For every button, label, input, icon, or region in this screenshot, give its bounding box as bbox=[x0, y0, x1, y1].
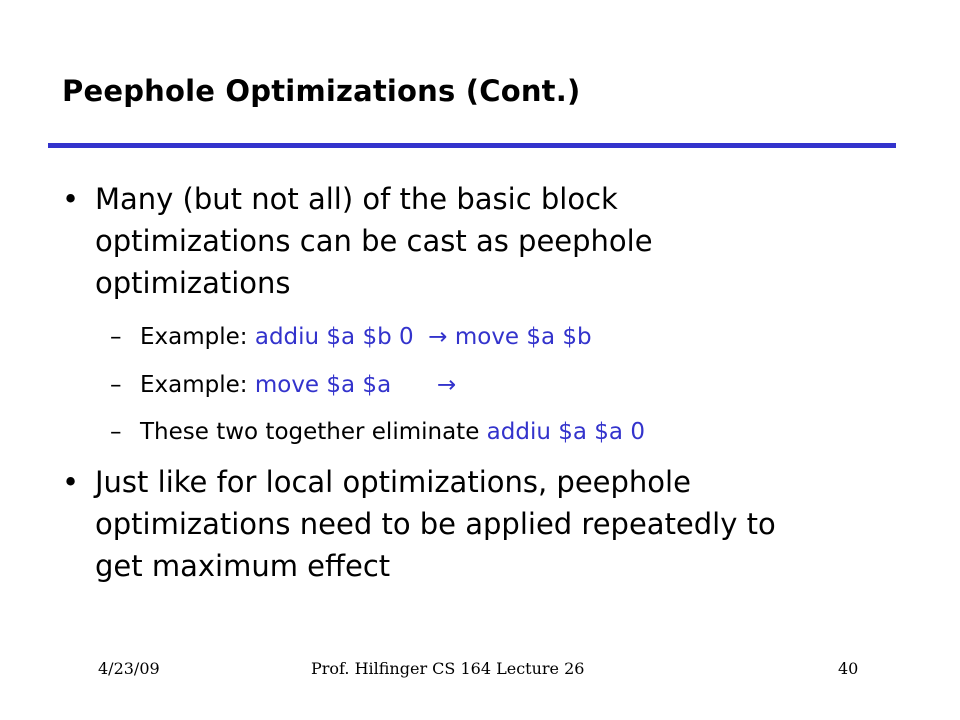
sub-bullet-text bbox=[140, 371, 391, 399]
right-arrow-icon: → bbox=[437, 372, 457, 398]
slide-title: Peephole Optimizations (Cont.) bbox=[62, 74, 581, 108]
code-snippet: addiu $a $a 0 bbox=[486, 419, 645, 445]
bullet-marker: • bbox=[62, 182, 80, 216]
bullet-line: Many (but not all) of the basic block bbox=[95, 182, 618, 216]
dash-marker: – bbox=[110, 324, 122, 350]
sub-bullet-label: Example: bbox=[140, 372, 255, 398]
sub-bullet-text bbox=[140, 418, 645, 446]
bullet-line: optimizations need to be applied repeatedly to bbox=[95, 507, 776, 541]
bullet-text bbox=[95, 178, 902, 304]
dash-marker: – bbox=[110, 419, 122, 445]
dash-marker: – bbox=[110, 372, 122, 398]
sub-bullet-label: These two together eliminate bbox=[140, 419, 487, 445]
bullet-item bbox=[62, 461, 902, 587]
bullet-item bbox=[62, 178, 902, 304]
code-snippet: move $a $a bbox=[254, 372, 392, 398]
bullet-text bbox=[95, 461, 902, 587]
bullet-line: get maximum effect bbox=[95, 549, 391, 583]
page-number: 40 bbox=[838, 659, 859, 678]
code-snippet: addiu $a $b 0 → move $a $b bbox=[254, 324, 592, 350]
footer-course: Prof. Hilfinger CS 164 Lecture 26 bbox=[311, 659, 585, 678]
bullet-line: optimizations can be cast as peephole bbox=[95, 224, 653, 258]
sub-bullet-label: Example: bbox=[140, 324, 255, 350]
title-underline bbox=[48, 143, 896, 148]
bullet-line: optimizations bbox=[95, 266, 291, 300]
footer-date: 4/23/09 bbox=[98, 659, 160, 678]
bullet-marker: • bbox=[62, 465, 80, 499]
sub-bullet-text bbox=[140, 323, 592, 351]
bullet-line: Just like for local optimizations, peephole bbox=[95, 465, 691, 499]
